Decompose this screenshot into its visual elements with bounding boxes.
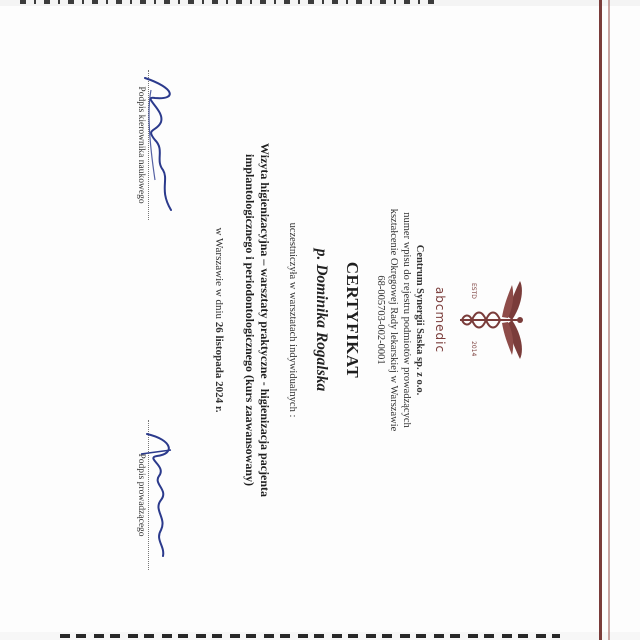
estd-text: ESTD — [470, 283, 477, 299]
course-title-line-2: implantologicznego i periodontologicznego (kurs zaawansowany) — [243, 154, 257, 486]
brand-name: abcmedic — [433, 286, 447, 354]
date-prefix: w Warszawie w dniu — [213, 227, 225, 320]
caduceus-logo-icon — [454, 275, 530, 365]
handwritten-signature-left — [135, 70, 185, 220]
certificate-content — [110, 40, 530, 600]
bottom-edge — [0, 632, 640, 640]
scientific-director-signature-block — [136, 50, 185, 240]
instructor-label: Podpis prowadzącego — [136, 453, 146, 537]
decorative-border-inner — [608, 0, 610, 640]
decorative-border — [599, 0, 602, 640]
instructor-signature-block — [136, 400, 185, 590]
issuer-line-1: numer wpisu do rejestru podmiotów prowadzących — [401, 212, 412, 428]
course-title-line-1: Wizyta higienizacyjna – warsztaty praktyczne - higienizacja pacjenta — [258, 142, 272, 498]
issuer-block — [374, 40, 426, 600]
course-title — [242, 50, 272, 590]
participation-intro: uczestniczyła w warsztatach indywidualnych : — [287, 222, 298, 418]
top-edge — [0, 0, 640, 6]
issuer-line-3: 68-005703-002-0001 — [375, 275, 386, 365]
certificate-title: CERTYFIKAT — [343, 261, 362, 379]
handwritten-signature-right — [135, 420, 185, 570]
scientific-director-label: Podpis kierownika naukowego — [136, 86, 146, 204]
year-text: 2014 — [470, 341, 477, 357]
issuer-name: Centrum Synergii Saska sp. z o.o. — [414, 244, 425, 396]
date-value: 26 listopada 2024 r. — [213, 321, 225, 413]
issue-date — [213, 40, 225, 600]
participant-name: p. Dominika Rogalska — [313, 248, 330, 392]
issuer-line-2: kształcenie Okręgowej Rady lekarskiej w Warszawie — [388, 208, 399, 432]
logo-block — [433, 40, 530, 600]
